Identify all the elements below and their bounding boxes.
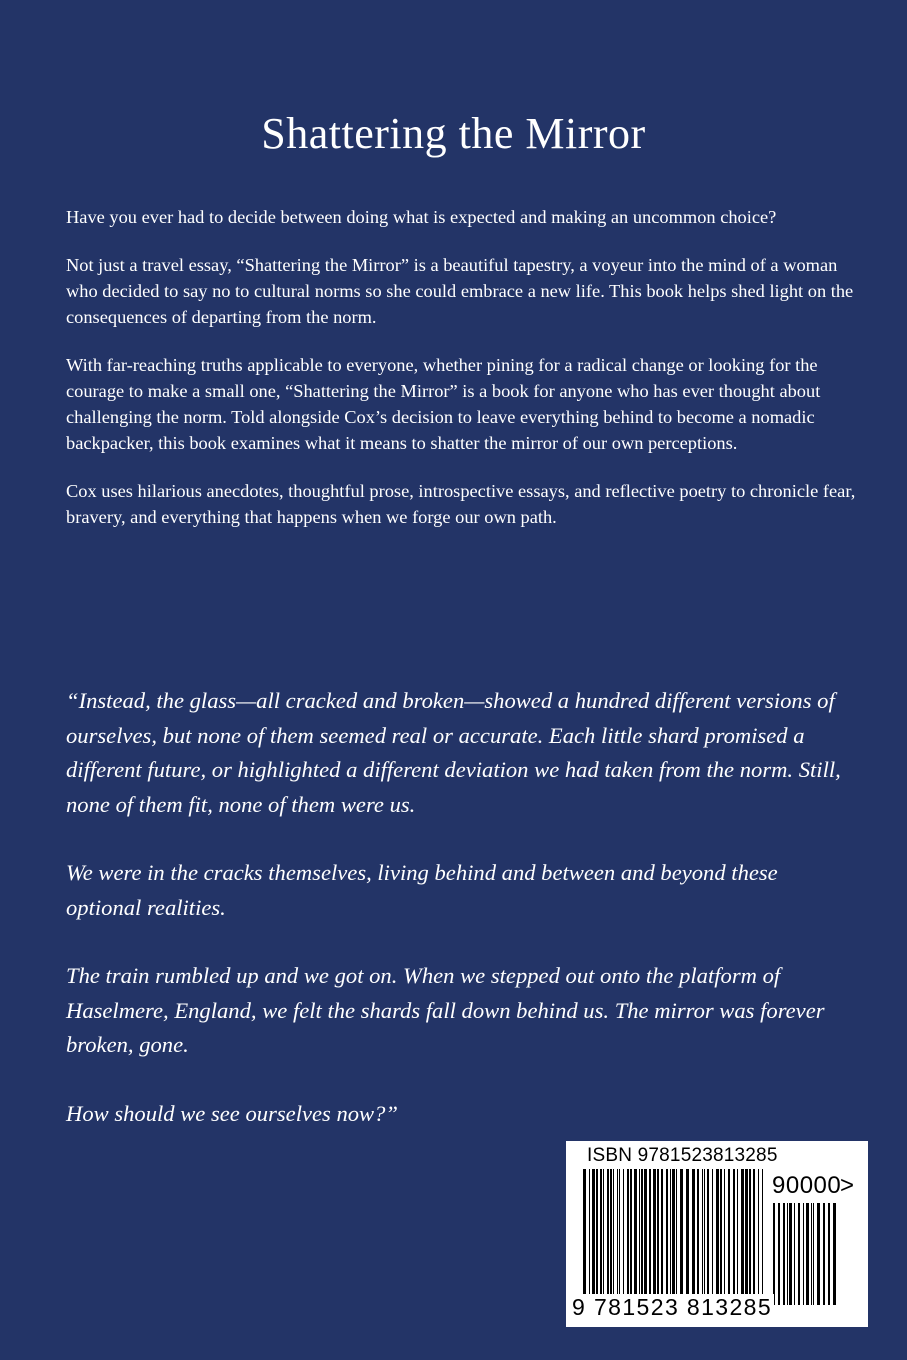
barcode-bar (806, 1203, 809, 1305)
barcode-bar (644, 1169, 647, 1296)
barcode-bar (676, 1169, 677, 1296)
barcode-bar (762, 1169, 763, 1312)
barcode-bar (610, 1169, 612, 1296)
barcode-bar (737, 1169, 738, 1296)
barcode-bar (720, 1169, 722, 1296)
excerpt-paragraph: “Instead, the glass—all cracked and broken—showed a hundred different versions of ourselves, but none of them seemed real or accurate. Each little shard promised a different future, or highlighted a different deviation we had taken from the norm. Still, none of them fit, none of them were us. (66, 688, 841, 817)
barcode-bar (617, 1169, 618, 1296)
excerpt-paragraph: We were in the cracks themselves, living behind and between and beyond these optional realities. (66, 860, 778, 920)
barcode-bar (741, 1169, 744, 1296)
barcode-bar (798, 1203, 800, 1305)
barcode-bar (813, 1203, 814, 1305)
blurb-paragraph: Have you ever had to decide between doing what is expected and making an uncommon choice? (66, 207, 777, 227)
barcode-bar (657, 1169, 659, 1296)
barcode-bar (803, 1203, 804, 1305)
barcode-bar (603, 1169, 604, 1296)
price-code: 90000 (772, 1172, 842, 1199)
barcode-bar (697, 1169, 699, 1296)
barcode-bar (702, 1169, 703, 1296)
barcode-bar (811, 1203, 812, 1305)
barcode-bar (680, 1169, 683, 1296)
barcode-bar (773, 1203, 775, 1305)
barcode-bar (670, 1169, 671, 1312)
isbn-barcode (566, 1141, 868, 1327)
barcode-bar (613, 1169, 614, 1296)
barcode-bar (778, 1203, 780, 1305)
barcode-bar (817, 1203, 820, 1305)
barcode-bar (623, 1169, 624, 1296)
blurb-paragraph: Cox uses hilarious anecdotes, thoughtful prose, introspective essays, and reflective poetry to chronicle fear, bravery, and everything that happens when we forge our own path. (66, 481, 856, 527)
excerpt-quote (66, 684, 856, 1165)
barcode-bar (600, 1169, 602, 1296)
barcode-bar (704, 1169, 705, 1296)
barcode-bar (783, 1203, 785, 1305)
barcode-bar (630, 1169, 632, 1296)
barcode-bar (589, 1169, 590, 1312)
blurb-paragraph: With far-reaching truths applicable to everyone, whether pining for a radical change or looking for the courage to make a small one, “Shattering the Mirror” is a book for anyone who has ever thought about challenging the norm. Told alongside Cox’s decision to leave everything behind to become a nomadic backpacker, this book examines what it means to shatter the mirror of our own perceptions. (66, 355, 821, 453)
barcode-bar (686, 1169, 689, 1296)
isbn-label: ISBN 9781523813285 (587, 1145, 778, 1166)
barcode-bar (789, 1203, 792, 1305)
barcode-bar (745, 1169, 748, 1296)
barcode-bar (753, 1169, 755, 1296)
barcode-bar (724, 1169, 725, 1296)
barcode-bar (672, 1169, 675, 1296)
addon-barcode-bars (772, 1203, 836, 1321)
barcode-bar (634, 1169, 637, 1296)
barcode-bar (627, 1169, 629, 1296)
barcode-bar (692, 1169, 695, 1296)
barcode-bar (596, 1169, 598, 1296)
barcode-bar (833, 1203, 836, 1305)
barcode-bar (707, 1169, 709, 1296)
barcode-bar (607, 1169, 609, 1296)
barcode-bar (712, 1169, 713, 1296)
barcode-bar (641, 1169, 643, 1296)
barcode-bar (592, 1169, 595, 1296)
barcode-bar (666, 1169, 668, 1312)
blurb (66, 204, 856, 552)
book-title: Shattering the Mirror (261, 109, 646, 158)
barcode-bar (649, 1169, 651, 1296)
barcode-bar (728, 1169, 730, 1296)
barcode-bar (716, 1169, 719, 1296)
excerpt-paragraph: How should we see ourselves now?” (66, 1100, 398, 1126)
barcode-bar (661, 1169, 663, 1296)
price-arrow: > (840, 1172, 855, 1199)
barcode-bar (733, 1169, 735, 1296)
barcode-bar (794, 1203, 795, 1305)
barcode-bar (787, 1203, 788, 1305)
excerpt-paragraph: The train rumbled up and we got on. When we stepped out onto the platform of Haselmere, England, we felt the shards fall down behind us. The mirror was forever broken, gone. (66, 963, 825, 1057)
ean-digits: 9 781523 813285 (572, 1294, 773, 1320)
barcode-bar (583, 1169, 586, 1312)
barcode-bar (619, 1169, 620, 1296)
barcode-bar (758, 1169, 759, 1312)
barcode-bar (639, 1169, 640, 1296)
barcode-bar (823, 1203, 825, 1305)
barcode-bar (653, 1169, 656, 1296)
barcode-bar (749, 1169, 751, 1296)
barcode-bars (582, 1169, 766, 1312)
barcode-bar (828, 1203, 830, 1305)
blurb-paragraph: Not just a travel essay, “Shattering the Mirror” is a beautiful tapestry, a voyeur into the mind of a woman who decided to say no to cultural norms so she could embrace a new life. This book helps shed light on the consequences of departing from the norm. (66, 255, 854, 327)
